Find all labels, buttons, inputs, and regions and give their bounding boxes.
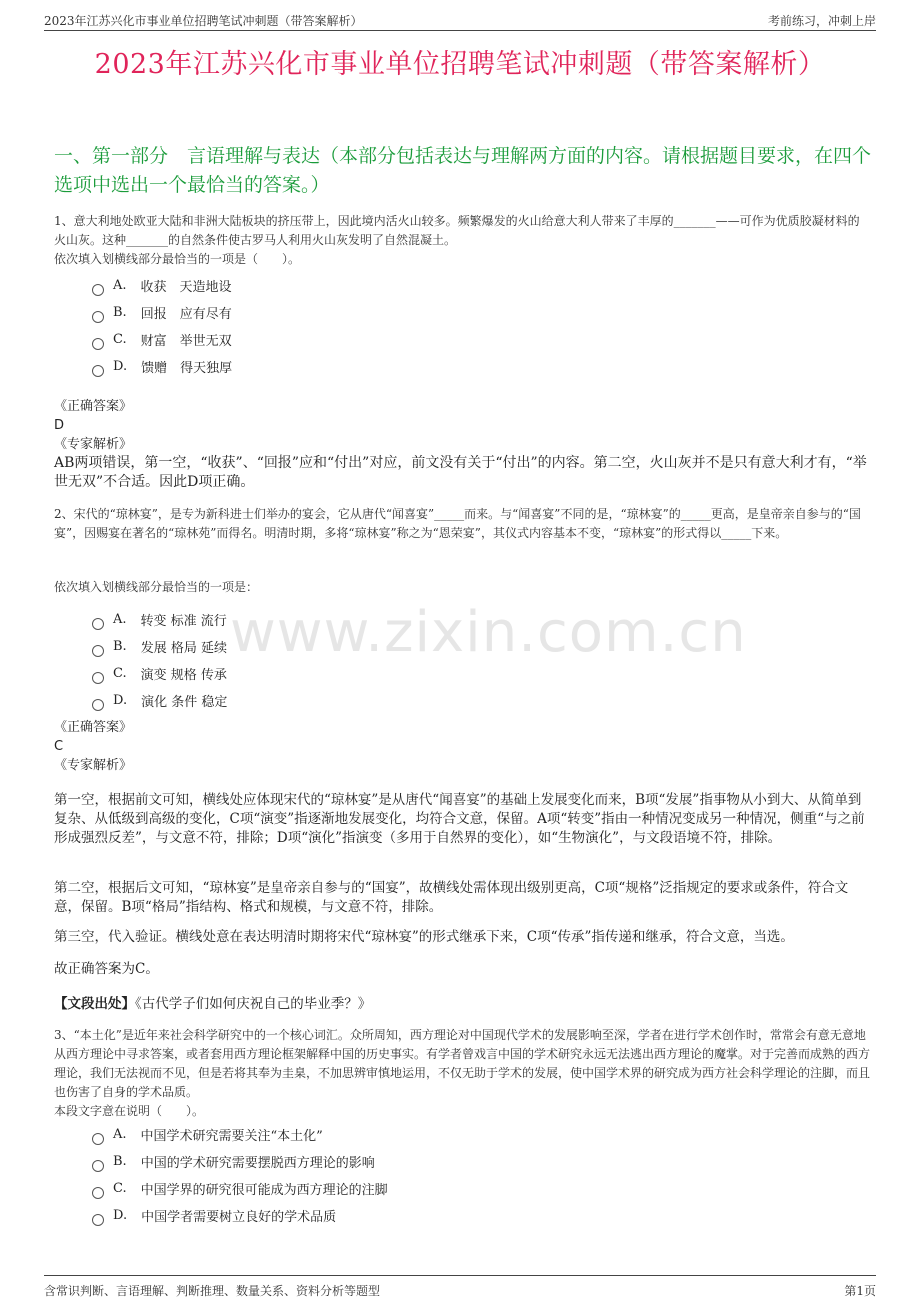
question-1-answer-block bbox=[54, 397, 132, 454]
option-text: 收获 天造地设 bbox=[140, 280, 232, 295]
option-text: 演变 规格 传承 bbox=[140, 668, 227, 683]
source-text: 《古代学子们如何庆祝自己的毕业季？》 bbox=[135, 996, 372, 1012]
question-3-stem: 3、“本土化”是近年来社会科学研究中的一个核心词汇。众所周知，西方理论对中国现代学术的发展影响至深，学者在进行学术创作时，常常会有意无意地从西方理论中寻求答案，或者套用西方理论框架解释中国的历史事实。有学者曾戏言中国的学术研究永远无法逃出西方理论的魔掌。对于完善而成熟的西方理论，我们无法视而不见，但是若将其奉为圭臬，不加思辨审慎地运用，不仅无助于学术的发展，使中国学术界的研究成为西方社会科学理论的注脚，而且也伤害了自身的学术品质。 bbox=[54, 1028, 871, 1099]
page-number: 第1页 bbox=[844, 1284, 876, 1298]
option-text: 转变 标准 流行 bbox=[140, 614, 227, 629]
option-letter: B. bbox=[113, 639, 127, 654]
question-2-source bbox=[54, 992, 371, 1012]
radio-icon[interactable] bbox=[92, 1160, 104, 1172]
question-1-prompt: 依次填入划横线部分最恰当的一项是（ ）。 bbox=[54, 252, 301, 266]
question-3-text bbox=[54, 1026, 870, 1121]
answer-value: C bbox=[54, 739, 64, 754]
radio-icon[interactable] bbox=[92, 699, 104, 711]
option-1a[interactable] bbox=[92, 272, 232, 299]
radio-icon[interactable] bbox=[92, 311, 104, 323]
option-2b[interactable] bbox=[92, 633, 227, 660]
question-1-analysis: AB两项错误，第一空，“收获”、“回报”应和“付出”对应，前文没有关于“付出”的内容。第二空，火山灰并不是只有意大利才有，“举世无双”不合适。因此D项正确。 bbox=[54, 455, 867, 490]
answer-label: 《正确答案》 bbox=[54, 720, 133, 735]
question-2-analysis-p2: 第二空，根据后文可知，“琼林宴”是皇帝亲自参与的“国宴”，故横线处需体现出级别更高，C项“规格”泛指规定的要求或条件，符合文意，保留。B项“格局”指结构、格式和规模，与文意不符，排除。 bbox=[54, 880, 849, 915]
question-2-analysis-p4: 故正确答案为C。 bbox=[54, 961, 159, 977]
option-letter: A. bbox=[113, 1127, 127, 1142]
radio-icon[interactable] bbox=[92, 284, 104, 296]
question-3-prompt: 本段文字意在说明（ ）。 bbox=[54, 1104, 205, 1118]
source-label: 【文段出处】 bbox=[54, 996, 135, 1012]
option-text: 中国的学术研究需要摆脱西方理论的影响 bbox=[140, 1156, 375, 1171]
option-3d[interactable] bbox=[92, 1202, 388, 1229]
watermark: www.zixin.com.cn bbox=[230, 600, 747, 665]
page-header bbox=[44, 10, 876, 31]
radio-icon[interactable] bbox=[92, 338, 104, 350]
radio-icon[interactable] bbox=[92, 1214, 104, 1226]
radio-icon[interactable] bbox=[92, 645, 104, 657]
question-2-options bbox=[92, 606, 227, 714]
option-1d[interactable] bbox=[92, 353, 232, 380]
option-text: 馈赠 得天独厚 bbox=[141, 361, 233, 376]
option-3c[interactable] bbox=[92, 1175, 388, 1202]
question-1-stem: 1、意大利地处欧亚大陆和非洲大陆板块的挤压带上，因此境内活火山较多。频繁爆发的火山给意大利人带来了丰厚的_______——可作为优质胶凝材料的火山灰。这种_______的自然条件使古罗马人利用火山灰发明了自然混凝土。 bbox=[54, 214, 860, 247]
question-3-options bbox=[92, 1121, 388, 1229]
radio-icon[interactable] bbox=[92, 365, 104, 377]
page-footer bbox=[44, 1275, 876, 1302]
question-1-text bbox=[54, 212, 870, 269]
option-text: 中国学术研究需要关注“本土化” bbox=[140, 1129, 323, 1144]
option-letter: A. bbox=[113, 278, 127, 293]
option-text: 中国学界的研究很可能成为西方理论的注脚 bbox=[140, 1183, 388, 1198]
question-2-prompt: 依次填入划横线部分最恰当的一项是： bbox=[54, 580, 259, 594]
option-letter: D. bbox=[113, 1208, 128, 1223]
option-letter: C. bbox=[113, 332, 127, 347]
option-text: 财富 举世无双 bbox=[140, 334, 232, 349]
radio-icon[interactable] bbox=[92, 672, 104, 684]
option-2c[interactable] bbox=[92, 660, 227, 687]
question-2-analysis-p1: 第一空，根据前文可知，横线处应体现宋代的“琼林宴”是从唐代“闻喜宴”的基础上发展变化而来，B项“发展”指事物从小到大、从简单到复杂、从低级到高级的变化，C项“演变”指逐渐地发展变化，均符合文意，保留。A项“转变”指由一种情况变成另一种情况，侧重“与之前形成强烈反差”，与文意不符，排除；D项“演化”指演变（多用于自然界的变化），如“生物演化”，与文段语境不符，排除。 bbox=[54, 792, 865, 846]
page-title: 2023年江苏兴化市事业单位招聘笔试冲刺题（带答案解析） bbox=[94, 49, 826, 80]
option-letter: A. bbox=[113, 612, 127, 627]
option-letter: D. bbox=[113, 693, 128, 708]
option-text: 回报 应有尽有 bbox=[140, 307, 232, 322]
option-text: 演化 条件 稳定 bbox=[141, 695, 228, 710]
question-1-options bbox=[92, 272, 232, 380]
option-letter: C. bbox=[113, 666, 127, 681]
question-2-analysis-p3: 第三空，代入验证。横线处意在表达明清时期将宋代“琼林宴”的形式继承下来，C项“传承”指传递和继承，符合文意，当选。 bbox=[54, 929, 794, 945]
footer-note: 含常识判断、言语理解、判断推理、数量关系、资料分析等题型 bbox=[44, 1284, 381, 1298]
header-slogan: 考前练习，冲刺上岸 bbox=[767, 14, 876, 28]
question-2-answer-block bbox=[54, 718, 132, 775]
option-1b[interactable] bbox=[92, 299, 232, 326]
option-3b[interactable] bbox=[92, 1148, 388, 1175]
option-1c[interactable] bbox=[92, 326, 232, 353]
radio-icon[interactable] bbox=[92, 618, 104, 630]
answer-value: D bbox=[54, 418, 65, 433]
option-letter: D. bbox=[113, 359, 128, 374]
answer-label: 《正确答案》 bbox=[54, 399, 133, 414]
option-letter: C. bbox=[113, 1181, 127, 1196]
section-heading: 一、第一部分 言语理解与表达（本部分包括表达与理解两方面的内容。请根据题目要求，在四个选项中选出一个最恰当的答案。） bbox=[54, 145, 872, 196]
analysis-label: 《专家解析》 bbox=[54, 437, 133, 452]
radio-icon[interactable] bbox=[92, 1187, 104, 1199]
option-letter: B. bbox=[113, 305, 127, 320]
option-text: 发展 格局 延续 bbox=[140, 641, 227, 656]
question-2-text: 2、宋代的“琼林宴”，是专为新科进士们举办的宴会，它从唐代“闻喜宴”_____而来。与“闻喜宴”不同的是，“琼林宴”的_____更高，是皇帝亲自参与的“国宴”，因赐宴在著名的“琼林苑”而得名。明清时期，多将“琼林宴”称之为“恩荣宴”，其仪式内容基本不变，“琼林宴”的形式得以_____下来。 bbox=[54, 507, 861, 540]
option-2d[interactable] bbox=[92, 687, 227, 714]
analysis-label: 《专家解析》 bbox=[54, 758, 133, 773]
radio-icon[interactable] bbox=[92, 1133, 104, 1145]
option-text: 中国学者需要树立良好的学术品质 bbox=[141, 1210, 337, 1225]
option-2a[interactable] bbox=[92, 606, 227, 633]
option-letter: B. bbox=[113, 1154, 127, 1169]
header-doc-title: 2023年江苏兴化市事业单位招聘笔试冲刺题（带答案解析） bbox=[44, 14, 363, 28]
option-3a[interactable] bbox=[92, 1121, 388, 1148]
